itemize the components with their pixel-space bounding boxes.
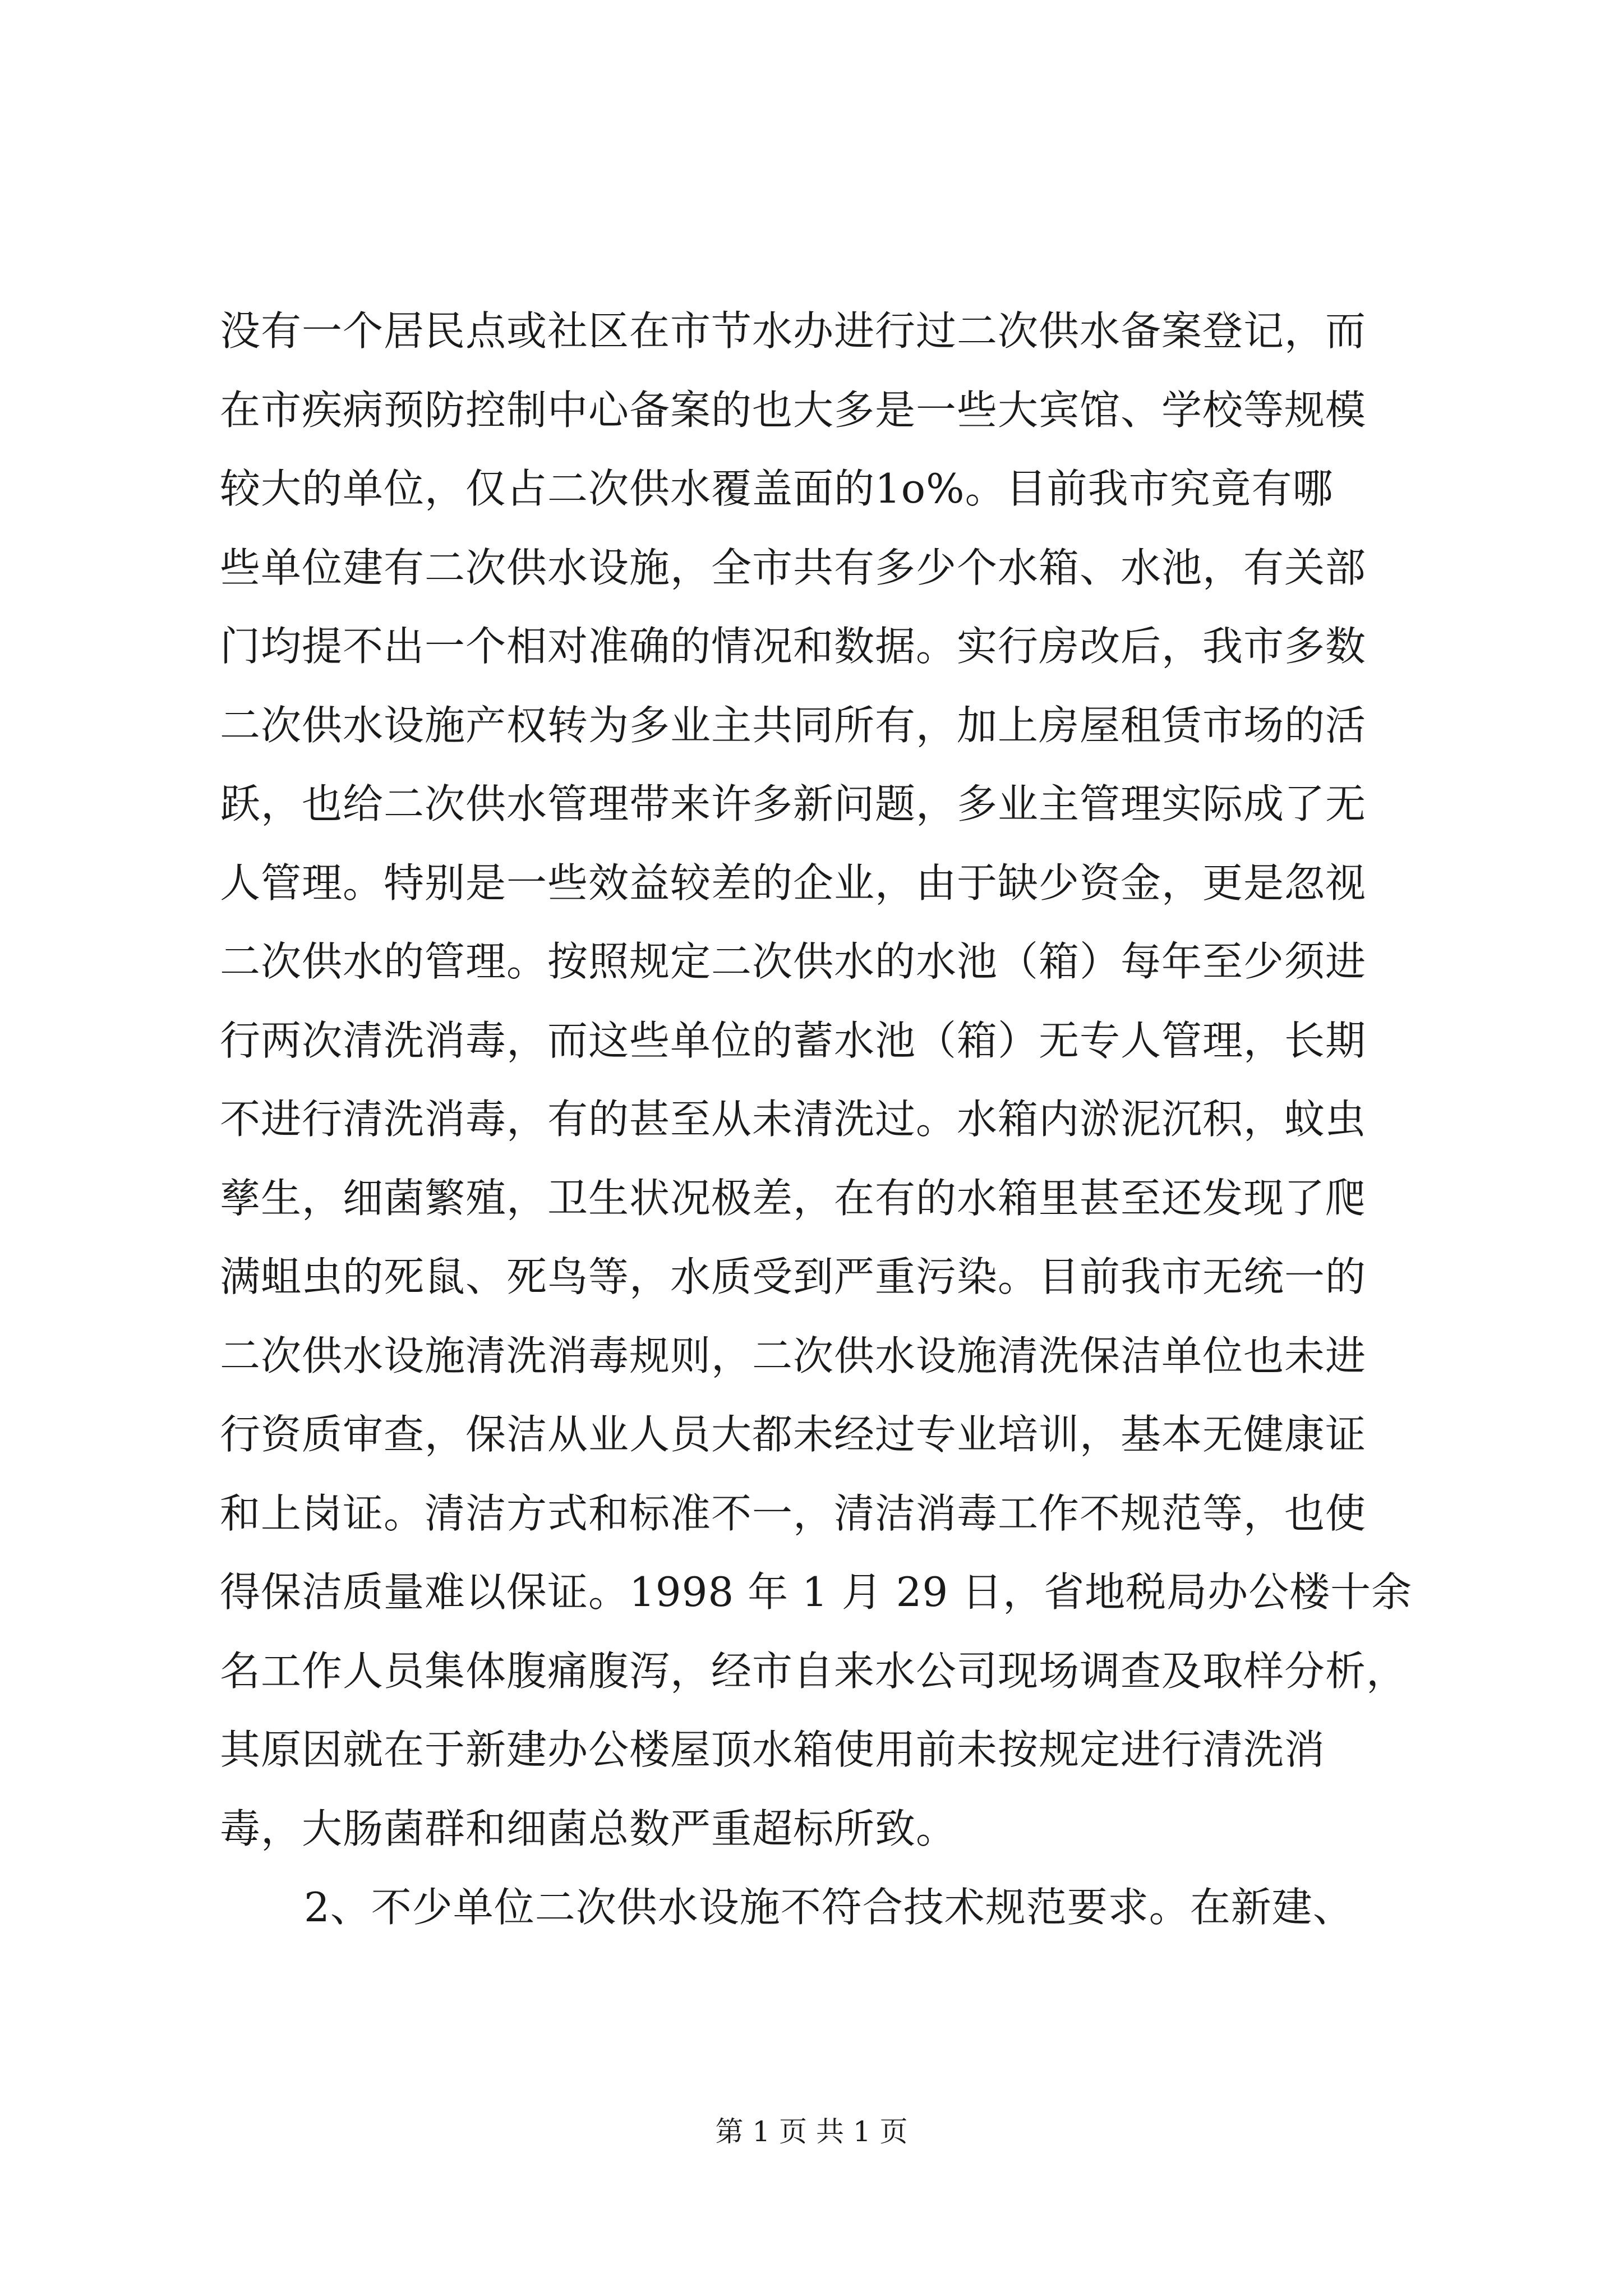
- paragraph-line-indented: 2、不少单位二次供水设施不符合技术规范要求。在新建、: [304, 1884, 1354, 1931]
- paragraph-line: 较大的单位，仅占二次供水覆盖面的1o%。目前我市究竟有哪: [220, 465, 1334, 512]
- paragraph-line: 和上岗证。清洁方式和标准不一，清洁消毒工作不规范等，也使: [220, 1489, 1367, 1537]
- paragraph-line: 二次供水的管理。按照规定二次供水的水池（箱）每年至少须进: [220, 938, 1367, 985]
- paragraph-line: 名工作人员集体腹痛腹泻，经市自来水公司现场调查及取样分析，: [220, 1647, 1408, 1695]
- paragraph-line: 其原因就在于新建办公楼屋顶水箱使用前未按规定进行清洗消: [220, 1726, 1326, 1773]
- paragraph-line: 毒，大肠菌群和细菌总数严重超标所致。: [220, 1805, 957, 1852]
- paragraph-line: 没有一个居民点或社区在市节水办进行过二次供水备案登记，而: [220, 307, 1367, 355]
- paragraph-line: 行资质审查，保洁从业人员大都未经过专业培训，基本无健康证: [220, 1411, 1367, 1458]
- paragraph-line: 跃，也给二次供水管理带来许多新问题，多业主管理实际成了无: [220, 780, 1367, 827]
- paragraph-line: 孳生，细菌繁殖，卫生状况极差，在有的水箱里甚至还发现了爬: [220, 1174, 1367, 1222]
- paragraph-line: 些单位建有二次供水设施，全市共有多少个水箱、水池，有关部: [220, 544, 1367, 591]
- paragraph-line: 二次供水设施产权转为多业主共同所有，加上房屋租赁市场的活: [220, 701, 1367, 749]
- paragraph-line: 满蛆虫的死鼠、死鸟等，水质受到严重污染。目前我市无统一的: [220, 1253, 1367, 1300]
- page-footer: [0, 2115, 1623, 2148]
- paragraph-line: 人管理。特别是一些效益较差的企业，由于缺少资金，更是忽视: [220, 859, 1367, 907]
- document-body: [220, 292, 1426, 1947]
- paragraph-line: 不进行清洗消毒，有的甚至从未清洗过。水箱内淤泥沉积，蚊虫: [220, 1096, 1367, 1143]
- paragraph-line: 得保洁质量难以保证。1998 年 1 月 29 日，省地税局办公楼十余: [220, 1568, 1413, 1616]
- paragraph-line: 在市疾病预防控制中心备案的也大多是一些大宾馆、学校等规模: [220, 386, 1367, 434]
- paragraph-line: 行两次清洗消毒，而这些单位的蓄水池（箱）无专人管理，长期: [220, 1016, 1367, 1064]
- page-number-label: 第 1 页 共 1 页: [715, 2115, 908, 2148]
- paragraph-line: 二次供水设施清洗消毒规则，二次供水设施清洗保洁单位也未进: [220, 1332, 1367, 1379]
- paragraph-line: 门均提不出一个相对准确的情况和数据。实行房改后，我市多数: [220, 623, 1367, 670]
